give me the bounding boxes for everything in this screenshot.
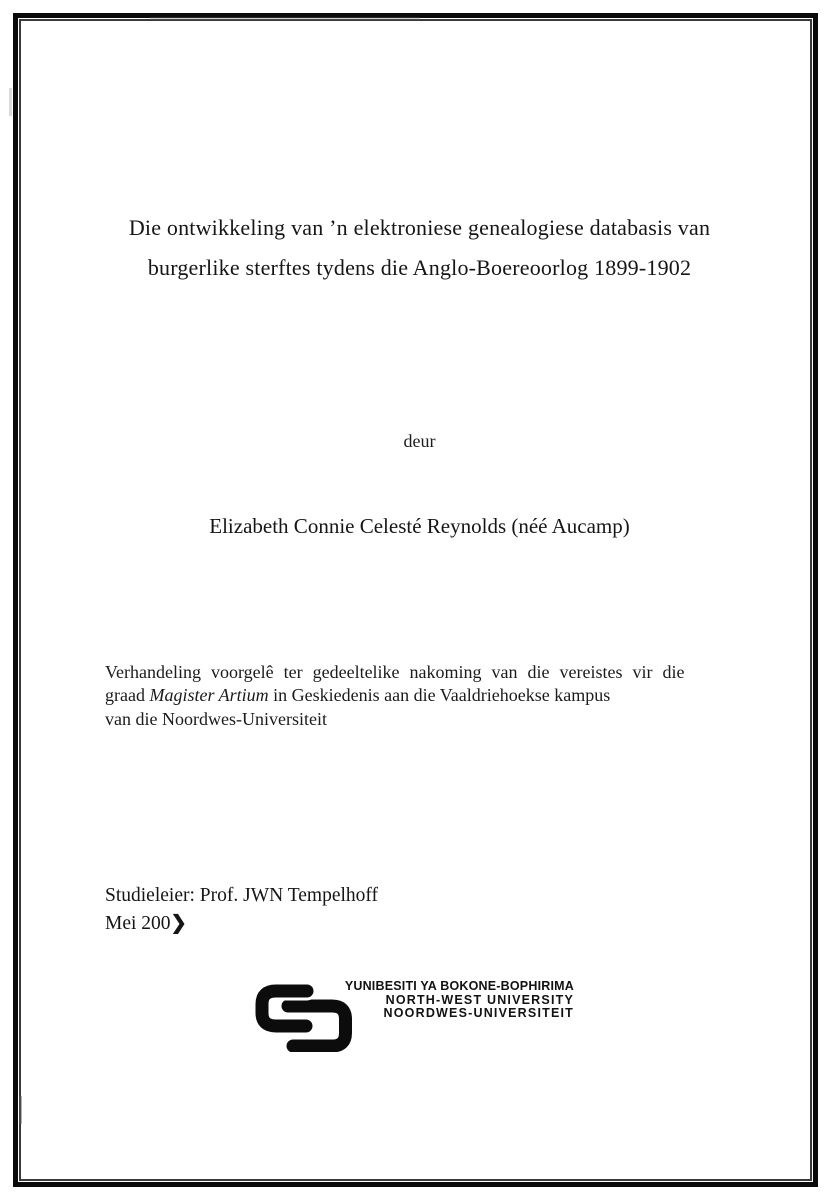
author-name: Elizabeth Connie Celesté Reynolds (néé Aucamp) (209, 514, 630, 538)
logo-text-afrikaans: NOORDWES-UNIVERSITEIT (383, 1006, 574, 1020)
logo-text-english: NORTH-WEST UNIVERSITY (385, 992, 574, 1007)
thesis-title-line-1: Die ontwikkeling van ’n elektroniese genealogiese databasis van (128, 215, 711, 240)
degree-statement-line-2 (105, 684, 735, 707)
page-inner-border (19, 19, 812, 1181)
nwu-interlocking-links-icon (255, 982, 353, 1052)
thesis-title (105, 208, 734, 288)
degree-statement-line-1: Verhandeling voorgelê ter gedeeltelike nakoming van die vereistes vir die (105, 662, 685, 682)
degree-statement (105, 661, 735, 731)
date-prefix: Mei 200 (105, 912, 171, 934)
degree-statement-line-2-prefix: graad (105, 685, 150, 706)
scan-artifact-left-upper (9, 88, 12, 116)
supervisor-block (105, 882, 378, 937)
degree-statement-line-2-suffix: in Geskiedenis aan die Vaaldriehoekse kampus (268, 685, 611, 706)
thesis-title-line-2: burgerlike sterftes tydens die Anglo-Boereoorlog 1899-1902 (147, 255, 692, 280)
degree-statement-line-3: van die Noordwes-Universiteit (105, 708, 327, 729)
supervisor-line: Studieleier: Prof. JWN Tempelhoff (105, 885, 379, 906)
university-logo (255, 980, 574, 1062)
university-logo-text (345, 980, 574, 1021)
date-seven-glyph: ❯ (170, 912, 187, 934)
byline-deur: deur (403, 431, 436, 451)
page-outer-border (13, 13, 818, 1187)
date-line (105, 910, 378, 938)
degree-name-italic: Magister Artium (149, 685, 269, 706)
logo-text-setswana: YUNIBESITI YA BOKONE-BOPHIRIMA (344, 979, 574, 993)
page-content (21, 21, 810, 1179)
